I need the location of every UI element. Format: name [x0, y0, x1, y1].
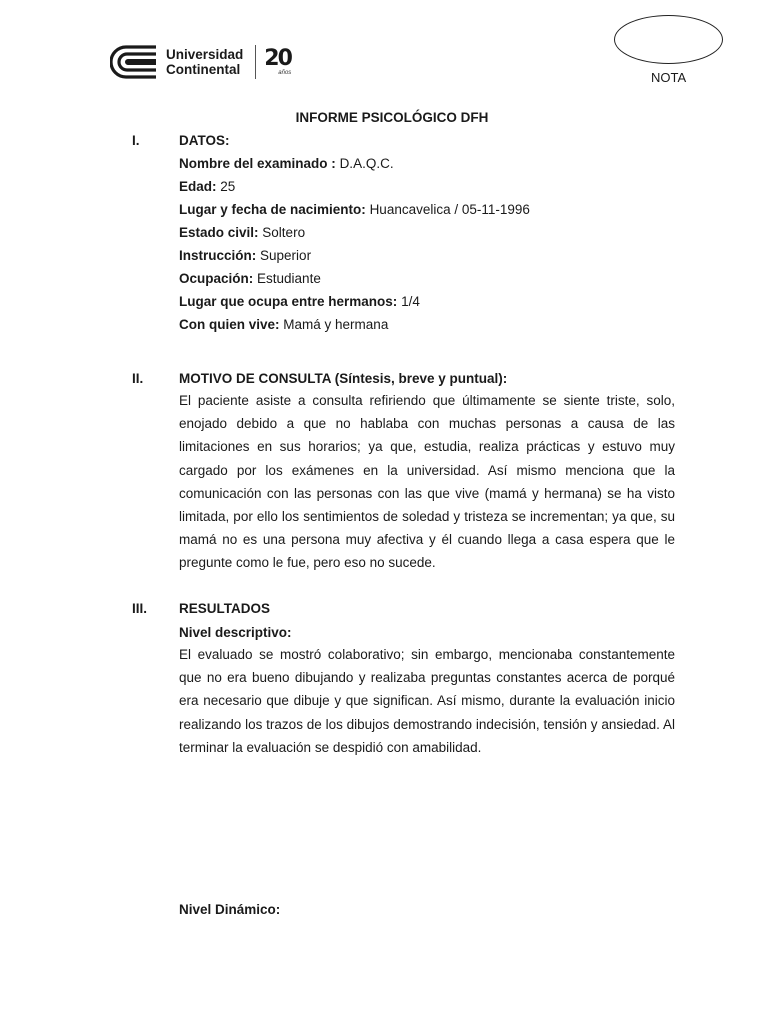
section-3-heading: RESULTADOS: [179, 601, 270, 616]
field-label: Lugar y fecha de nacimiento:: [179, 202, 366, 217]
anniversary-badge: [264, 44, 300, 80]
field-lives-with: [179, 317, 388, 332]
field-value: Soltero: [262, 225, 306, 240]
field-value: Estudiante: [257, 271, 321, 286]
field-value: Huancavelica / 05-11-1996: [369, 202, 530, 217]
field-value: Mamá y hermana: [283, 317, 389, 332]
anniversary-number: 20: [264, 46, 291, 71]
field-birthplace-date: [179, 202, 530, 217]
descriptive-level-paragraph: El evaluado se mostró colaborativo; sin embargo, mencionaba constantemente que no era bueno dibujando y realizaba preguntas constantes acerca de porqué era necesario que dibuje y que significan. Así mismo, durante la evaluación inicio realizando los trazos de los dibujos demostrando indecisión, tensión y ansiedad. Al terminar la evaluación se despidió con amabilidad.: [179, 647, 675, 755]
field-education: [179, 248, 311, 263]
field-label: Edad:: [179, 179, 217, 194]
field-civil-status: [179, 225, 305, 240]
section-3-numeral: III.: [132, 601, 148, 616]
continental-c-logo-icon: [110, 44, 158, 80]
section-2-heading: MOTIVO DE CONSULTA (Síntesis, breve y puntual):: [179, 371, 508, 386]
field-value: 25: [220, 179, 236, 194]
field-label: Instrucción:: [179, 248, 257, 263]
field-age: [179, 179, 235, 194]
grade-oval: [614, 15, 723, 64]
field-label: Con quien vive:: [179, 317, 280, 332]
consultation-reason-paragraph: El paciente asiste a consulta refiriendo que últimamente se siente triste, solo, enojado debido a que no hablaba con muchas personas a causa de las limitaciones en sus horarios; ya que, estudia, realiza prácticas y estuvo muy cargado por los exámenes en la universidad. Así mismo menciona que la comunicación con las personas con las que vive (mamá y hermana) se ha visto limitada, por ello los sentimientos de soledad y tristeza se incrementan; ya que, su mamá no es una persona muy afectiva y él cuando llega a casa espera que le pregunte como le fue, pero eso no sucede.: [179, 393, 675, 571]
field-sibling-position: [179, 294, 420, 309]
logo-divider: [255, 45, 256, 79]
logo-wordmark: [166, 47, 243, 77]
logo-line-2: Continental: [166, 62, 241, 77]
field-value: 1/4: [401, 294, 420, 309]
field-label: Ocupación:: [179, 271, 254, 286]
university-logo: [110, 42, 300, 82]
field-label: Lugar que ocupa entre hermanos:: [179, 294, 398, 309]
section-1-heading: DATOS:: [179, 133, 230, 148]
document-title: INFORME PSICOLÓGICO DFH: [295, 110, 489, 125]
section-2-numeral: II.: [132, 371, 144, 386]
descriptive-level-heading: Nivel descriptivo:: [179, 625, 292, 640]
section-1-numeral: I.: [132, 133, 140, 148]
anniversary-subtext: años: [278, 70, 292, 76]
field-value: Superior: [260, 248, 312, 263]
field-examinee-name: [179, 156, 394, 171]
grade-label: NOTA: [651, 70, 687, 85]
dynamic-level-heading: Nivel Dinámico:: [179, 902, 281, 917]
field-occupation: [179, 271, 321, 286]
field-value: D.A.Q.C.: [339, 156, 394, 171]
field-label: Nombre del examinado :: [179, 156, 336, 171]
field-label: Estado civil:: [179, 225, 259, 240]
logo-line-1: Universidad: [166, 47, 244, 62]
